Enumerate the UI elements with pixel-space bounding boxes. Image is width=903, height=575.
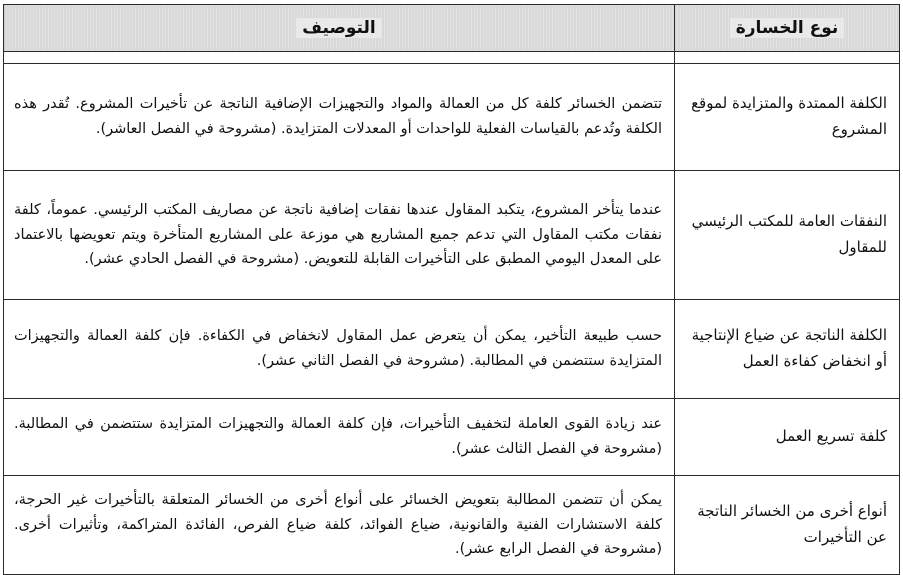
loss-type-cell: أنواع أخرى من الخسائر الناتجة عن التأخيرات — [675, 476, 900, 575]
header-loss-type-label: نوع الخسارة — [730, 18, 845, 38]
table-row — [4, 300, 900, 399]
table-row — [4, 171, 900, 300]
table-row — [4, 64, 900, 171]
description-cell: عندما يتأخر المشروع، يتكبد المقاول عندها نفقات إضافية ناتجة عن مصاريف المكتب الرئيسي. عموماً، كلفة نفقات مكتب المقاول التي تدعم جميع المشاريع هي موزعة على المشاريع المتأخرة ويتم تعويضها بالاعتماد على المعدل اليومي المطبق على التأخيرات القابلة للتعويض. (مشروحة في الفصل الحادي عشر). — [4, 171, 675, 300]
header-description — [4, 5, 675, 52]
header-description-label: التوصيف — [296, 18, 381, 38]
spacer-cell — [675, 52, 900, 64]
header-row — [4, 5, 900, 52]
description-cell: عند زيادة القوى العاملة لتخفيف التأخيرات، فإن كلفة العمالة والتجهيزات المتزايدة ستتضمن في المطالبة. (مشروحة في الفصل الثالث عشر). — [4, 399, 675, 476]
header-loss-type — [675, 5, 900, 52]
loss-type-cell: النفقات العامة للمكتب الرئيسي للمقاول — [675, 171, 900, 300]
table-row — [4, 476, 900, 575]
spacer-cell — [4, 52, 675, 64]
table-row — [4, 399, 900, 476]
loss-type-cell: الكلفة الممتدة والمتزايدة لموقع المشروع — [675, 64, 900, 171]
description-cell: تتضمن الخسائر كلفة كل من العمالة والمواد والتجهيزات الإضافية الناتجة عن تأخيرات المشروع. تُقدر هذه الكلفة وتُدعم بالقياسات الفعلية للواحدات أو المعدلات المتزايدة. (مشروحة في الفصل العاشر). — [4, 64, 675, 171]
loss-type-cell: كلفة تسريع العمل — [675, 399, 900, 476]
loss-types-table — [3, 4, 900, 575]
loss-type-cell: الكلفة الناتجة عن ضياع الإنتاجية أو انخفاض كفاءة العمل — [675, 300, 900, 399]
spacer-row — [4, 52, 900, 64]
description-cell: يمكن أن تتضمن المطالبة بتعويض الخسائر على أنواع أخرى من الخسائر المتعلقة بالتأخيرات غير الحرجة، كلفة الاستشارات الفنية والقانونية، ضياع الفوائد، كلفة ضياع الفرص، الفائدة المتراكمة، وتأثيرات أخرى. (مشروحة في الفصل الرابع عشر). — [4, 476, 675, 575]
description-cell: حسب طبيعة التأخير، يمكن أن يتعرض عمل المقاول لانخفاض في الكفاءة. فإن كلفة العمالة والتجهيزات المتزايدة ستتضمن في المطالبة. (مشروحة في الفصل الثاني عشر). — [4, 300, 675, 399]
